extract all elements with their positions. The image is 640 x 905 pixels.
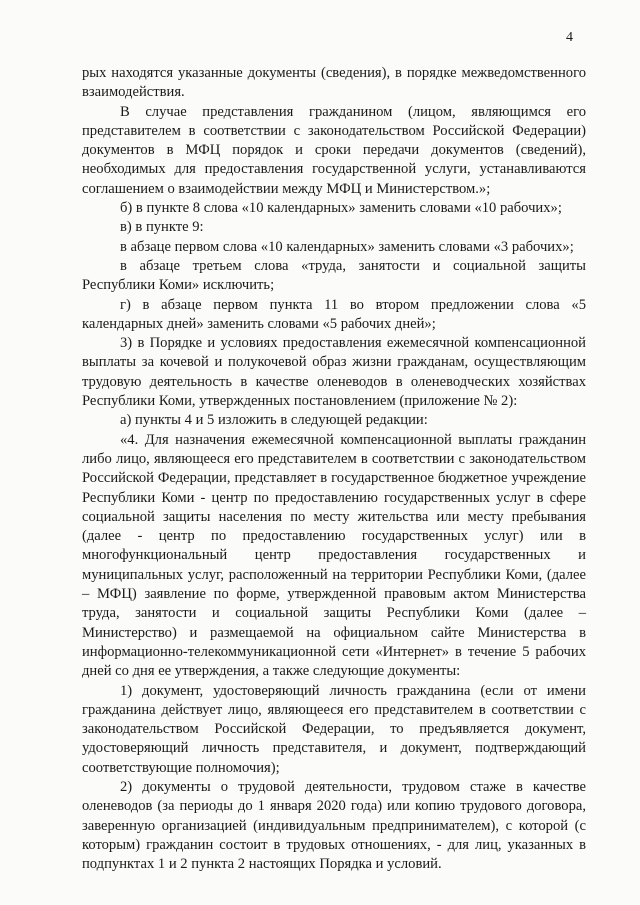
paragraph: б) в пункте 8 слова «10 календарных» заменить словами «10 рабочих»; bbox=[120, 200, 562, 217]
document-body bbox=[82, 64, 586, 874]
paragraph: а) пункты 4 и 5 изложить в следующей редакции: bbox=[120, 412, 428, 429]
paragraph: «4. Для назначения ежемесячной компенсационной выплаты гражданин либо лицо, являющееся его представителем в соответствии с законодательством Российской Федерации, представляет в государственное бюджетное учреждение Республики Коми - центр по предоставлению государственных услуг в сфере социальной защиты населения по месту жительства или месту пребывания (далее - центр по предоставлению государственных услуг) или в многофункциональный центр предоставления государственных и муниципальных услуг, расположенный на территории Республики Коми, (далее – МФЦ) заявление по форме, утвержденной правовым актом Министерства труда, занятости и социальной защиты Республики Коми (далее – Министерство) и размещаемой на официальном сайте Министерства в информационно-телекоммуникационной сети «Интернет» в течение 5 рабочих дней со дня ее утверждения, а также следующие документы: bbox=[82, 431, 586, 680]
paragraph: рых находятся указанные документы (сведения), в порядке межведомственного взаимодействия. bbox=[82, 65, 586, 101]
paragraph: В случае представления гражданином (лицом, являющимся его представителем в соответствии с законодательством Российской Федерации) документов в МФЦ порядок и сроки передачи документов (сведений), необходимых для предоставления государственной услуги, устанавливаются соглашением о взаимодействии между МФЦ и Министерством.»; bbox=[82, 103, 586, 197]
paragraph: в абзаце третьем слова «труда, занятости и социальной защиты Республики Коми» исключить; bbox=[82, 257, 586, 294]
paragraph: 1) документ, удостоверяющий личность гражданина (если от имени гражданина действует лицо, являющееся его представителем в соответствии с законодательством Российской Федерации, то предъявляется документ, удостоверяющий личность представителя, и документ, подтверждающий соответствующие полномочия); bbox=[82, 682, 586, 776]
paragraph: г) в абзаце первом пункта 11 во втором предложении слова «5 календарных дней» заменить словами «5 рабочих дней»; bbox=[82, 296, 586, 332]
paragraph: в) в пункте 9: bbox=[120, 219, 204, 236]
paragraph: 3) в Порядке и условиях предоставления ежемесячной компенсационной выплаты за кочевой и полукочевой образ жизни гражданам, осуществляющим трудовую деятельность в качестве оленеводов в оленеводческих хозяйствах Республики Коми, утвержденных постановлением (приложение № 2): bbox=[82, 335, 586, 410]
paragraph: в абзаце первом слова «10 календарных» заменить словами «3 рабочих»; bbox=[120, 238, 574, 255]
page-number: 4 bbox=[566, 30, 573, 45]
paragraph: 2) документы о трудовой деятельности, трудовом стаже в качестве оленеводов (за периоды до 1 января 2020 года) или копию трудового договора, заверенную организацией (индивидуальным предпринимателем), с которой (с которым) гражданин состоит в трудовых отношениях, - для лиц, указанных в подпунктах 1 и 2 пункта 2 настоящих Порядка и условий. bbox=[82, 778, 586, 873]
